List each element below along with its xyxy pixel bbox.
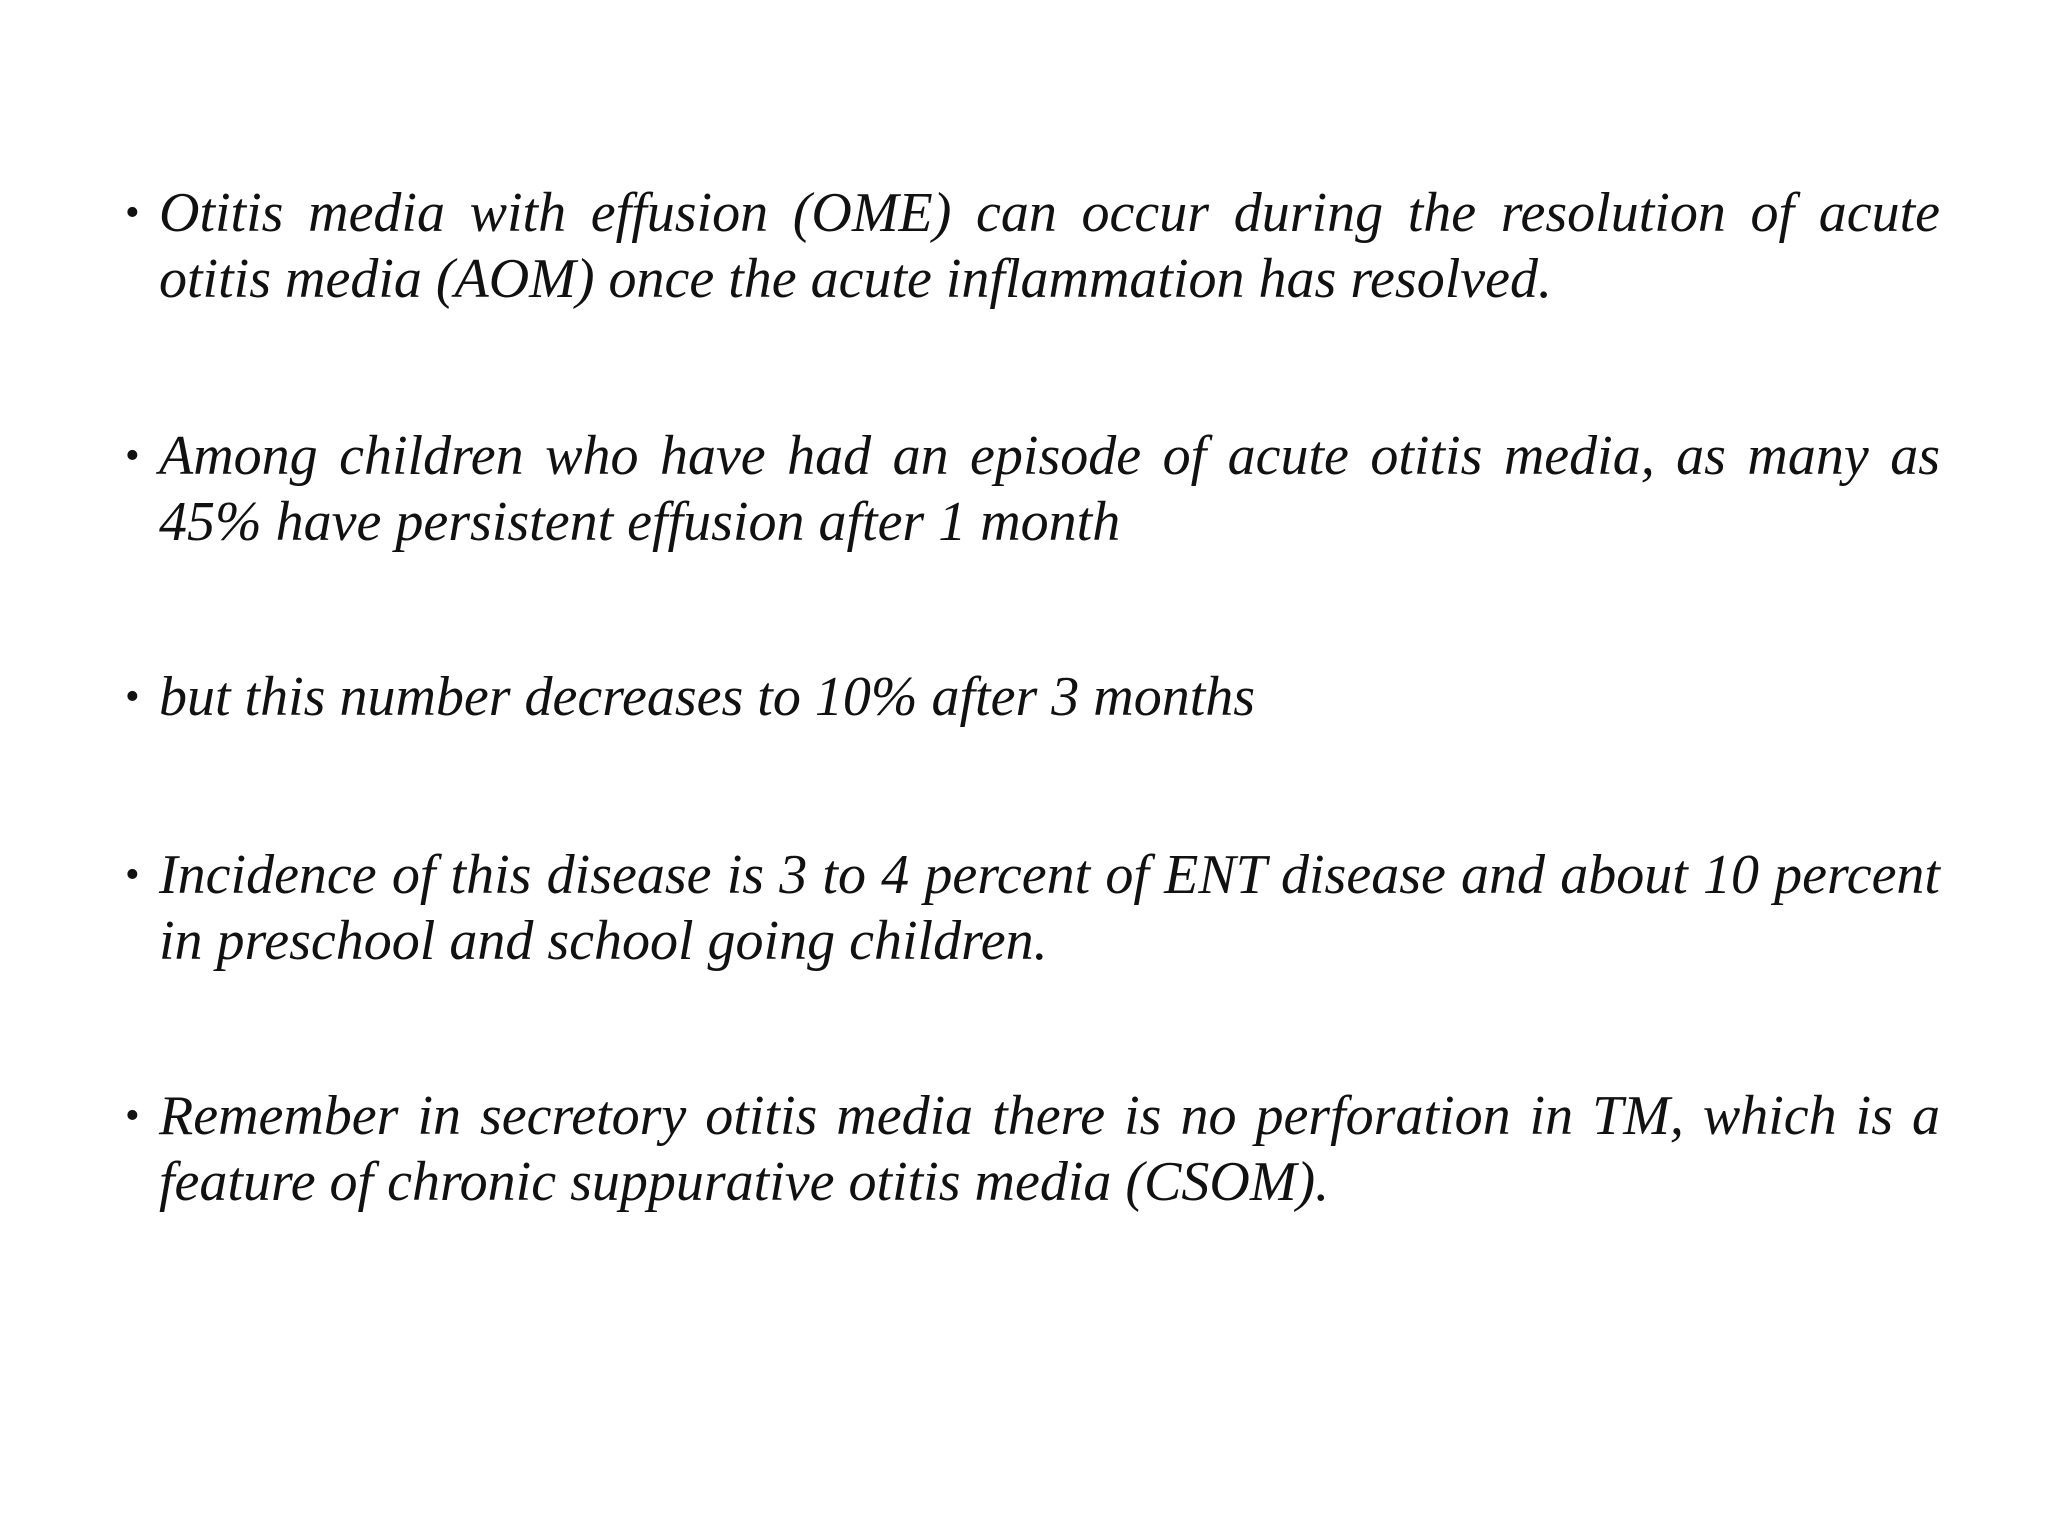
bullet-icon: • bbox=[125, 433, 140, 479]
bullet-icon: • bbox=[125, 674, 140, 720]
bullet-icon: • bbox=[125, 852, 140, 898]
bullet-text: Remember in secretory otitis media there is no perforation in TM, which is a feature of chronic suppurative otitis media (CSOM). bbox=[159, 1085, 1940, 1213]
list-item bbox=[125, 423, 1940, 555]
bullet-text: Among children who have had an episode of acute otitis media, as many as 45% have persistent effusion after 1 month bbox=[159, 425, 1940, 553]
bullet-text: but this number decreases to 10% after 3 months bbox=[159, 666, 1256, 728]
bullet-icon: • bbox=[125, 1093, 140, 1139]
list-item bbox=[125, 664, 1940, 730]
list-item bbox=[125, 180, 1940, 312]
bullet-icon: • bbox=[125, 190, 140, 236]
list-item bbox=[125, 1083, 1940, 1215]
list-item bbox=[125, 842, 1940, 974]
bullet-text: Incidence of this disease is 3 to 4 percent of ENT disease and about 10 percent in preschool and school going children. bbox=[159, 844, 1940, 972]
bullet-text: Otitis media with effusion (OME) can occur during the resolution of acute otitis media (AOM) once the acute inflammation has resolved. bbox=[159, 182, 1940, 310]
